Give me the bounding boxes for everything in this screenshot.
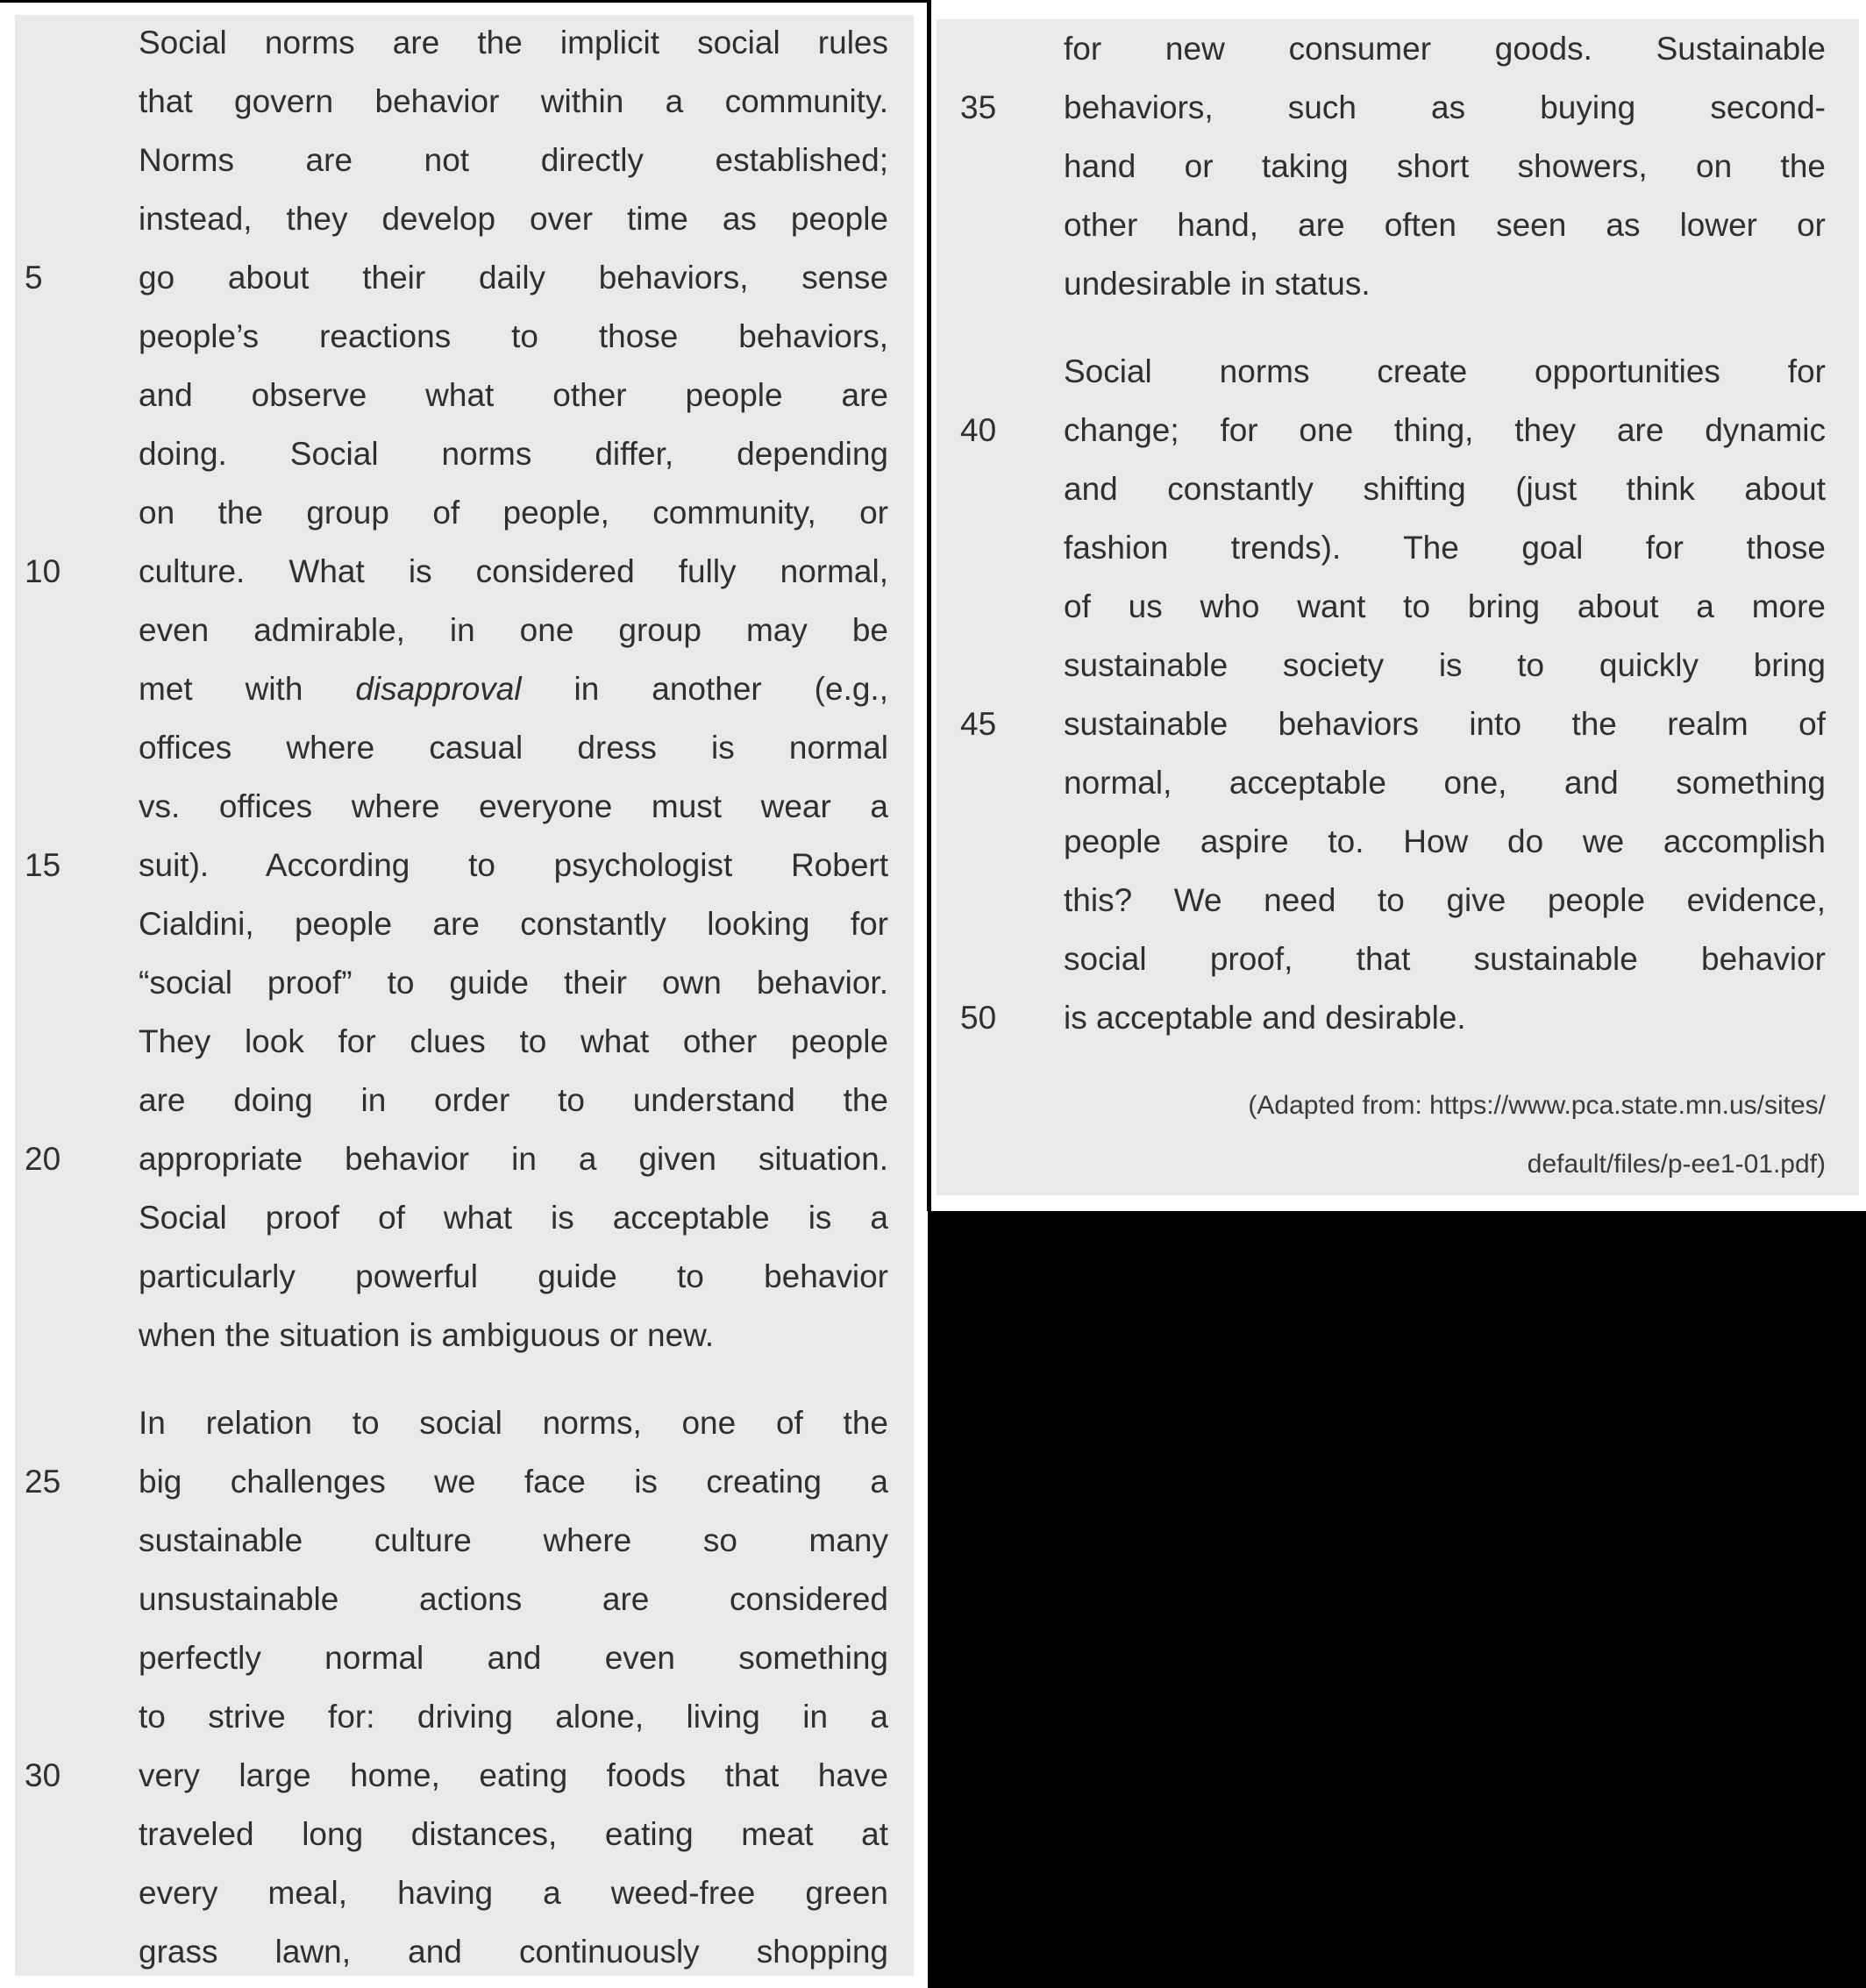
passage-text: that govern behavior within a community. <box>139 83 888 119</box>
passage-line <box>25 777 888 836</box>
line-number: 10 <box>25 553 61 589</box>
passage-text: Cialdini, people are constantly looking for <box>139 906 888 942</box>
passage-line <box>960 812 1826 871</box>
passage-text: Social proof of what is acceptable is a <box>139 1200 888 1236</box>
line-number: 40 <box>960 412 997 448</box>
passage-line <box>25 836 888 894</box>
passage-line <box>25 718 888 777</box>
passage-line <box>25 1570 888 1628</box>
passage-text: of us who want to bring about a more <box>1064 588 1826 624</box>
passage-line <box>960 577 1826 636</box>
line-number: 45 <box>960 706 997 742</box>
passage-line <box>25 601 888 659</box>
passage-line <box>25 1012 888 1071</box>
passage-text: to strive for: driving alone, living in a <box>139 1699 888 1735</box>
passage-text: offices where casual dress is normal <box>139 730 888 766</box>
passage-text: change; for one thing, they are dynamic <box>1064 412 1826 448</box>
italic-text-segment: disapproval <box>355 671 522 707</box>
passage-line <box>960 342 1826 401</box>
passage-line <box>25 1628 888 1687</box>
passage-text: social proof, that sustainable behavior <box>1064 941 1826 977</box>
text-segment: met with <box>139 671 356 707</box>
passage-line <box>25 366 888 424</box>
passage-line <box>25 1863 888 1922</box>
passage-line <box>25 1452 888 1511</box>
column-divider-line <box>927 0 931 1211</box>
passage-text: In relation to social norms, one of the <box>139 1405 888 1441</box>
citation-text: (Adapted from: https://www.pca.state.mn.us/sites/ <box>1248 1091 1826 1120</box>
passage-line <box>25 953 888 1012</box>
passage-text: go about their daily behaviors, sense <box>139 260 888 296</box>
passage-line <box>960 518 1826 577</box>
passage-text: Social norms are the implicit social rules <box>139 25 888 61</box>
passage-text: sustainable behaviors into the realm of <box>1064 706 1826 742</box>
passage-text: people’s reactions to those behaviors, <box>139 318 888 354</box>
passage-text: Norms are not directly established; <box>139 142 888 178</box>
passage-line <box>25 1188 888 1247</box>
passage-line <box>25 1129 888 1188</box>
passage-text: grass lawn, and continuously shopping <box>139 1934 888 1970</box>
passage-line <box>25 1805 888 1863</box>
passage-line <box>25 1511 888 1570</box>
passage-line <box>25 1306 888 1365</box>
line-number: 25 <box>25 1464 61 1500</box>
passage-line <box>960 636 1826 695</box>
line-number: 30 <box>25 1757 61 1793</box>
passage-text: hand or taking short showers, on the <box>1064 148 1826 184</box>
passage-text: perfectly normal and even something <box>139 1640 888 1676</box>
line-number: 5 <box>25 260 43 296</box>
passage-text: sustainable society is to quickly bring <box>1064 647 1826 683</box>
passage-text: even admirable, in one group may be <box>139 612 888 648</box>
passage-text: vs. offices where everyone must wear a <box>139 788 888 824</box>
line-number: 20 <box>25 1141 61 1177</box>
passage-text: very large home, eating foods that have <box>139 1757 888 1793</box>
passage-text: particularly powerful guide to behavior <box>139 1258 888 1294</box>
passage-line <box>25 131 888 189</box>
line-number: 50 <box>960 1000 997 1036</box>
passage-line <box>960 753 1826 812</box>
passage-text: “social proof” to guide their own behavior. <box>139 965 888 1001</box>
passage-text: are doing in order to understand the <box>139 1082 888 1118</box>
passage-line <box>25 248 888 307</box>
passage-line <box>960 695 1826 753</box>
passage-text: normal, acceptable one, and something <box>1064 765 1826 801</box>
passage-line <box>960 871 1826 930</box>
passage-text: instead, they develop over time as people <box>139 201 888 237</box>
passage-text: Social norms create opportunities for <box>1064 353 1826 389</box>
passage-text: on the group of people, community, or <box>139 495 888 531</box>
citation-line <box>960 1135 1826 1194</box>
passage-text: for new consumer goods. Sustainable <box>1064 31 1826 67</box>
passage-line <box>25 1247 888 1306</box>
passage-line <box>960 196 1826 254</box>
passage-text: and observe what other people are <box>139 377 888 413</box>
passage-line <box>25 307 888 366</box>
passage-line <box>25 424 888 483</box>
passage-line <box>25 1746 888 1805</box>
passage-text: undesirable in status. <box>1064 266 1371 302</box>
passage-line <box>25 13 888 72</box>
passage-text: big challenges we face is creating a <box>139 1464 888 1500</box>
top-border-line <box>0 0 931 3</box>
passage-line <box>25 894 888 953</box>
passage-text: this? We need to give people evidence, <box>1064 882 1826 918</box>
passage-text: other hand, are often seen as lower or <box>1064 207 1826 243</box>
passage-text: people aspire to. How do we accomplish <box>1064 823 1826 859</box>
passage-line <box>960 78 1826 137</box>
passage-text: appropriate behavior in a given situation. <box>139 1141 888 1177</box>
citation-line <box>960 1076 1826 1135</box>
passage-line <box>25 1393 888 1452</box>
passage-text <box>139 659 888 718</box>
passage-line <box>960 401 1826 460</box>
passage-line <box>25 1922 888 1981</box>
passage-line <box>960 19 1826 78</box>
passage-text: traveled long distances, eating meat at <box>139 1816 888 1852</box>
passage-line <box>25 72 888 131</box>
passage-line <box>25 1071 888 1129</box>
passage-column-left <box>25 13 888 1981</box>
passage-line <box>25 1687 888 1746</box>
passage-line <box>960 930 1826 988</box>
passage-text: every meal, having a weed-free green <box>139 1875 888 1911</box>
passage-text: fashion trends). The goal for those <box>1064 530 1826 566</box>
passage-text: behaviors, such as buying second- <box>1064 89 1826 125</box>
passage-line <box>25 659 888 718</box>
line-number: 35 <box>960 89 997 125</box>
passage-line <box>960 137 1826 196</box>
citation-text: default/files/p-ee1-01.pdf) <box>1527 1150 1826 1179</box>
passage-line <box>25 483 888 542</box>
passage-line <box>25 189 888 248</box>
passage-text: is acceptable and desirable. <box>1064 1000 1466 1036</box>
passage-line <box>960 988 1826 1047</box>
passage-text: doing. Social norms differ, depending <box>139 436 888 472</box>
passage-line <box>960 254 1826 313</box>
passage-text: They look for clues to what other people <box>139 1023 888 1059</box>
passage-text: sustainable culture where so many <box>139 1522 888 1558</box>
passage-text: suit). According to psychologist Robert <box>139 847 888 883</box>
redacted-black-region <box>928 1211 1866 1988</box>
passage-text: culture. What is considered fully normal, <box>139 553 888 589</box>
passage-column-right <box>960 19 1826 1194</box>
passage-line <box>25 542 888 601</box>
text-segment: in another (e.g., <box>521 671 888 707</box>
passage-text: and constantly shifting (just think about <box>1064 471 1826 507</box>
passage-text: when the situation is ambiguous or new. <box>139 1317 715 1353</box>
passage-text: unsustainable actions are considered <box>139 1581 888 1617</box>
passage-line <box>960 460 1826 518</box>
line-number: 15 <box>25 847 61 883</box>
